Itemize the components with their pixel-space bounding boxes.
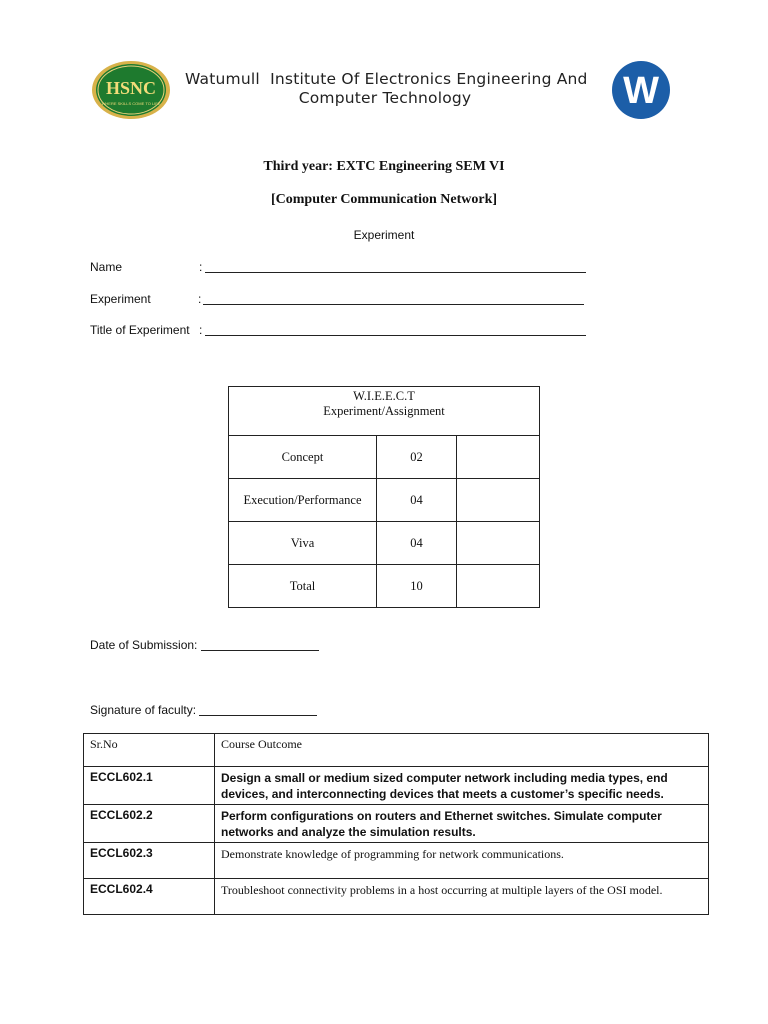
name-field-line[interactable]: [205, 272, 586, 273]
course-outcome-header: Course Outcome: [215, 734, 709, 767]
criterion-cell: Viva: [229, 522, 377, 565]
outcome-code: ECCL602.2: [84, 805, 215, 843]
course-outcome-row: [84, 805, 709, 843]
course-outcome-row: [84, 843, 709, 879]
title-of-experiment-label: Title of Experiment: [90, 323, 190, 337]
score-cell[interactable]: [457, 436, 540, 479]
name-colon: :: [199, 260, 203, 274]
marks-cell: 02: [377, 436, 457, 479]
evaluation-table-header-row: [229, 387, 540, 436]
course-outcome-row: [84, 879, 709, 915]
title-of-experiment-colon: :: [199, 323, 203, 337]
date-of-submission-line[interactable]: [201, 650, 319, 651]
srno-header: Sr.No: [84, 734, 215, 767]
signature-of-faculty-line[interactable]: [199, 715, 317, 716]
title-of-experiment-field-line[interactable]: [205, 335, 586, 336]
score-cell[interactable]: [457, 479, 540, 522]
institute-name-line2: Computer Technology: [298, 89, 472, 107]
experiment-colon: :: [198, 292, 202, 306]
date-of-submission-label: Date of Submission:: [90, 638, 198, 652]
marks-cell: 04: [377, 522, 457, 565]
course-outcomes-table: [83, 733, 709, 915]
experiment-heading: Experiment: [353, 228, 415, 242]
score-cell[interactable]: [457, 565, 540, 608]
w-logo-letter: W: [623, 70, 659, 112]
signature-of-faculty: [90, 703, 317, 717]
experiment-label: Experiment: [90, 292, 151, 306]
outcome-description: Design a small or medium sized computer network including media types, end devices, and interconnecting devices that meets a customer’s specific needs.: [215, 767, 709, 805]
marks-cell: 04: [377, 479, 457, 522]
outcome-code: ECCL602.3: [84, 843, 215, 879]
evaluation-table: [228, 386, 540, 608]
evaluation-row: [229, 479, 540, 522]
evaluation-table-header: [229, 387, 540, 436]
course-outcome-row: [84, 767, 709, 805]
experiment-field-line[interactable]: [203, 304, 584, 305]
outcome-description: Troubleshoot connectivity problems in a host occurring at multiple layers of the OSI model.: [215, 879, 709, 915]
date-of-submission: [90, 638, 319, 652]
name-label: Name: [90, 260, 123, 274]
evaluation-row: [229, 436, 540, 479]
hsnc-logo: [91, 60, 171, 120]
w-logo: [611, 60, 671, 120]
course-outcomes-header-row: [84, 734, 709, 767]
outcome-description: Perform configurations on routers and Ethernet switches. Simulate computer networks and analyze the simulation results.: [215, 805, 709, 843]
outcome-code: ECCL602.4: [84, 879, 215, 915]
hsnc-logo-tagline: WHERE SKILLS COME TO LIFE: [101, 101, 161, 106]
criterion-cell: Execution/Performance: [229, 479, 377, 522]
evaluation-row: [229, 565, 540, 608]
outcome-description: Demonstrate knowledge of programming for network communications.: [215, 843, 709, 879]
course-year-title: Third year: EXTC Engineering SEM VI: [263, 159, 505, 174]
criterion-cell: Concept: [229, 436, 377, 479]
institute-name-line1: Watumull Institute Of Electronics Engineering And: [185, 70, 588, 88]
score-cell[interactable]: [457, 522, 540, 565]
marks-cell: 10: [377, 565, 457, 608]
signature-of-faculty-label: Signature of faculty:: [90, 703, 197, 717]
criterion-cell: Total: [229, 565, 377, 608]
outcome-code: ECCL602.1: [84, 767, 215, 805]
institute-name: [185, 70, 588, 108]
evaluation-header-line2: Experiment/Assignment: [323, 404, 445, 418]
evaluation-row: [229, 522, 540, 565]
subject-title: [Computer Communication Network]: [270, 192, 498, 207]
evaluation-header-line1: W.I.E.E.C.T: [353, 389, 415, 403]
hsnc-logo-text: HSNC: [105, 78, 157, 98]
